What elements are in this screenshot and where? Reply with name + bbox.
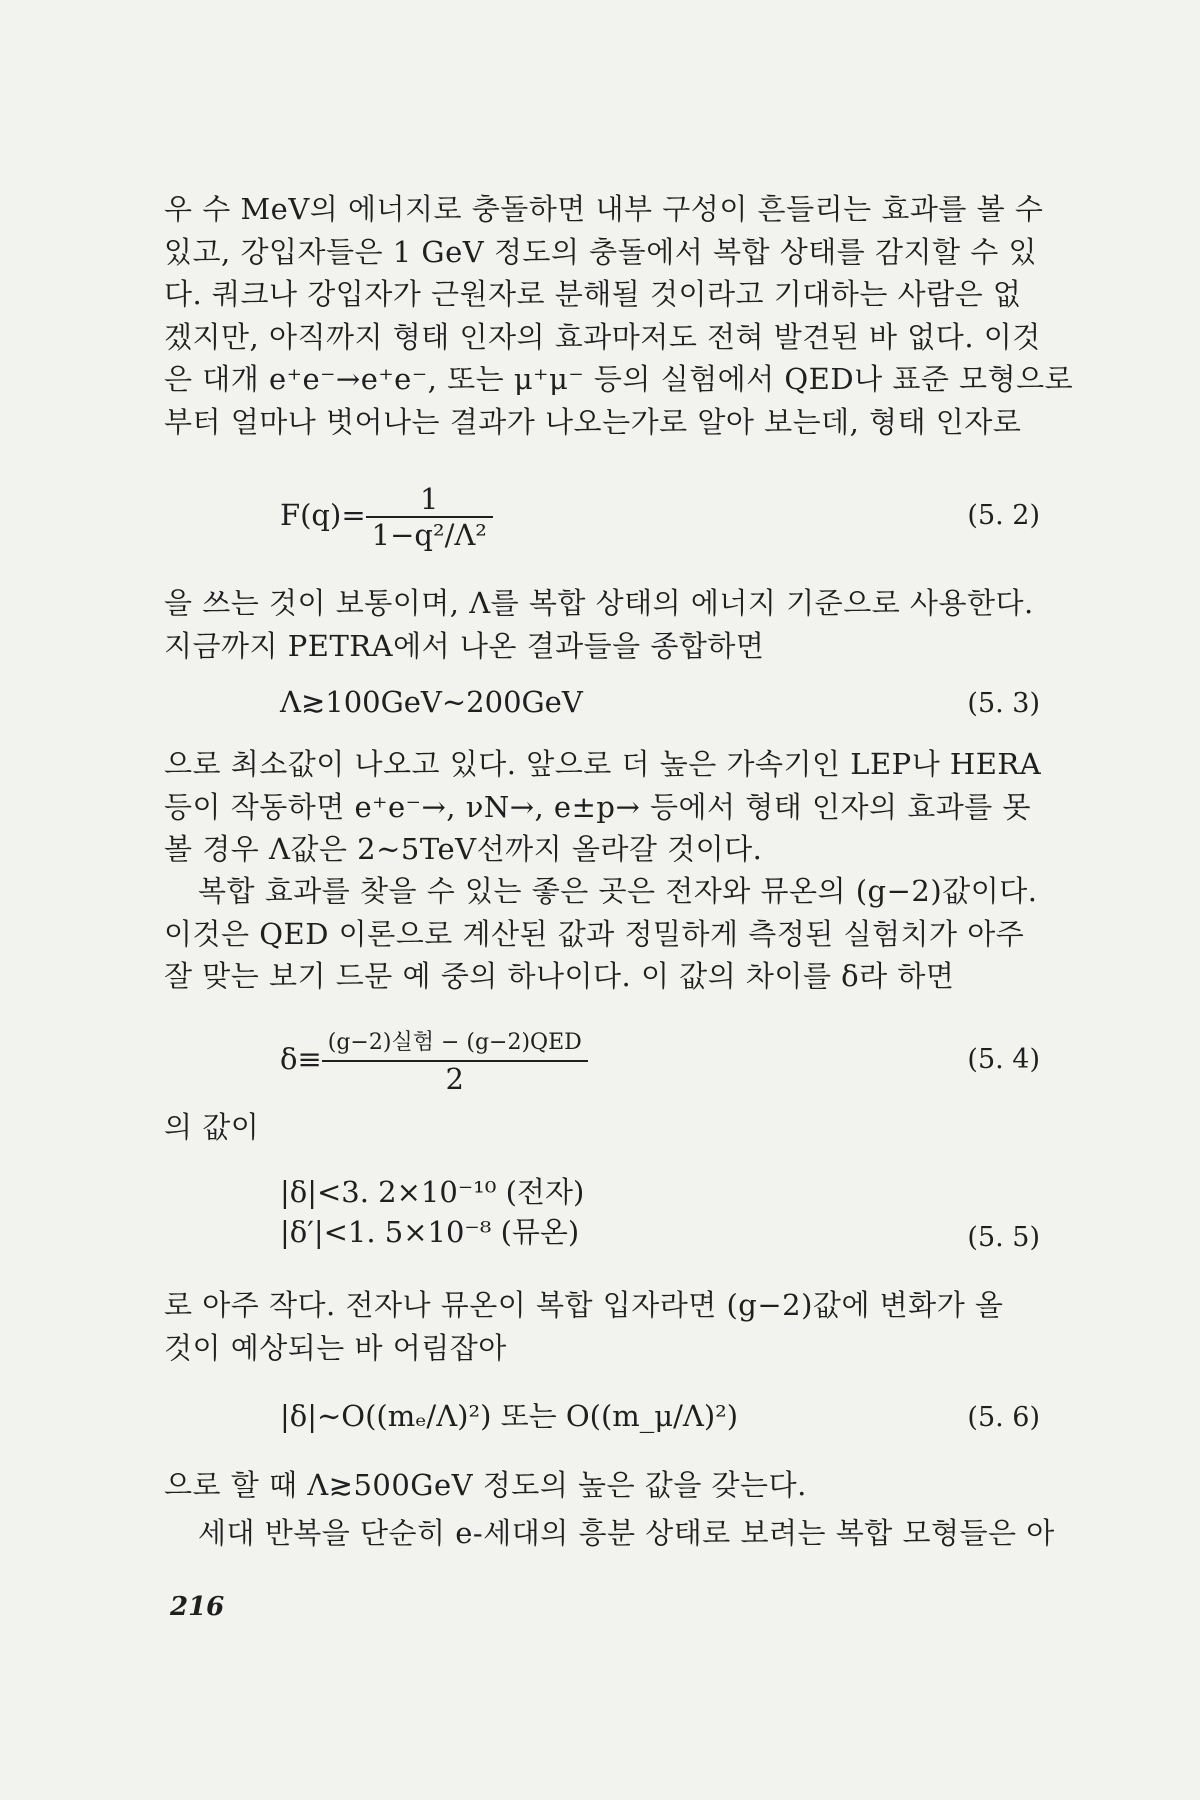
text-line: 으로 최소값이 나오고 있다. 앞으로 더 높은 가속기인 LEP나 HERA bbox=[164, 747, 1042, 781]
text-line: 부터 얼마나 벗어나는 결과가 나오는가로 알아 보는데, 형태 인자로 bbox=[164, 404, 1022, 439]
equation-number: (5. 5) bbox=[967, 1222, 1040, 1253]
fraction-numerator: (g−2)실험 − (g−2)QED bbox=[322, 1026, 588, 1062]
equation-number: (5. 2) bbox=[967, 500, 1040, 531]
paragraph-composite-change bbox=[164, 1284, 1054, 1369]
text-line: 의 값이 bbox=[164, 1110, 260, 1144]
equation-5-4 bbox=[280, 1026, 588, 1096]
text-line: 로 아주 작다. 전자나 뮤온이 복합 입자라면 (g−2)값에 변화가 올 bbox=[164, 1288, 1004, 1322]
equation-5-2 bbox=[280, 482, 493, 552]
text-line: 우 수 MeV의 에너지로 충돌하면 내부 구성이 흔들리는 효과를 볼 수 bbox=[164, 192, 1044, 226]
text-line: 것이 예상되는 바 어림잡아 bbox=[164, 1330, 507, 1365]
fraction-numerator: 1 bbox=[366, 482, 493, 518]
equation-5-6: |δ|∼O((mₑ/Λ)²) 또는 O((m_μ/Λ)²) bbox=[280, 1399, 739, 1433]
text-line: 으로 할 때 Λ≳500GeV 정도의 높은 값을 갖는다. bbox=[164, 1468, 807, 1502]
text-line: 복합 효과를 찾을 수 있는 좋은 곳은 전자와 뮤온의 (g−2)값이다. bbox=[198, 874, 1038, 908]
equation-5-3: Λ≳100GeV∼200GeV bbox=[280, 685, 583, 719]
text-line: 다. 쿼크나 강입자가 근원자로 분해될 것이라고 기대하는 사람은 없 bbox=[164, 277, 1022, 311]
page-number: 216 bbox=[170, 1592, 225, 1622]
paragraph-g-minus-2 bbox=[164, 870, 1054, 998]
paragraph-minimum-value bbox=[164, 743, 1054, 871]
paragraph-generation-repetition bbox=[198, 1512, 1054, 1555]
text-line: 세대 반복을 단순히 e-세대의 흥분 상태로 보려는 복합 모형들은 아 bbox=[198, 1516, 1055, 1550]
text-line: 을 쓰는 것이 보통이며, Λ를 복합 상태의 에너지 기준으로 사용한다. bbox=[164, 586, 1034, 620]
paragraph-lambda-definition bbox=[164, 582, 1054, 667]
paragraph-lambda-bound bbox=[164, 1464, 1054, 1507]
text-line: 이것은 QED 이론으로 계산된 값과 정밀하게 측정된 실험치가 아주 bbox=[164, 916, 1025, 951]
fraction-denominator: 1−q²/Λ² bbox=[371, 518, 487, 552]
fraction-denominator: 2 bbox=[445, 1062, 464, 1096]
text-line: 은 대개 e⁺e⁻→e⁺e⁻, 또는 μ⁺μ⁻ 등의 실험에서 QED나 표준 모형으로 bbox=[164, 362, 1074, 396]
equation-lhs: δ≡ bbox=[280, 1042, 322, 1076]
text-line: 있고, 강입자들은 1 GeV 정도의 충돌에서 복합 상태를 감지할 수 있 bbox=[164, 234, 1037, 269]
paragraph-values bbox=[164, 1106, 1054, 1149]
equation-fraction bbox=[366, 482, 493, 552]
text-line: 등이 작동하면 e⁺e⁻→, νN→, e±p→ 등에서 형태 인자의 효과를 못 bbox=[164, 789, 1032, 824]
text-line: 볼 경우 Λ값은 2∼5TeV선까지 올라갈 것이다. bbox=[164, 832, 763, 866]
equation-5-5 bbox=[280, 1172, 584, 1252]
equation-number: (5. 3) bbox=[967, 688, 1040, 719]
text-line: 겠지만, 아직까지 형태 인자의 효과마저도 전혀 발견된 바 없다. 이것 bbox=[164, 319, 1041, 354]
equation-line: |δ|<3. 2×10⁻¹⁰ (전자) bbox=[280, 1175, 585, 1209]
equation-number: (5. 6) bbox=[967, 1402, 1040, 1433]
paragraph-form-factor-intro bbox=[164, 188, 1074, 443]
equation-line: |δ′|<1. 5×10⁻⁸ (뮤온) bbox=[280, 1215, 580, 1249]
text-line: 지금까지 PETRA에서 나온 결과들을 종합하면 bbox=[164, 628, 765, 663]
equation-number: (5. 4) bbox=[967, 1044, 1040, 1075]
equation-fraction bbox=[322, 1026, 588, 1096]
text-line: 잘 맞는 보기 드문 예 중의 하나이다. 이 값의 차이를 δ라 하면 bbox=[164, 959, 955, 993]
equation-lhs: F(q)= bbox=[280, 498, 366, 532]
